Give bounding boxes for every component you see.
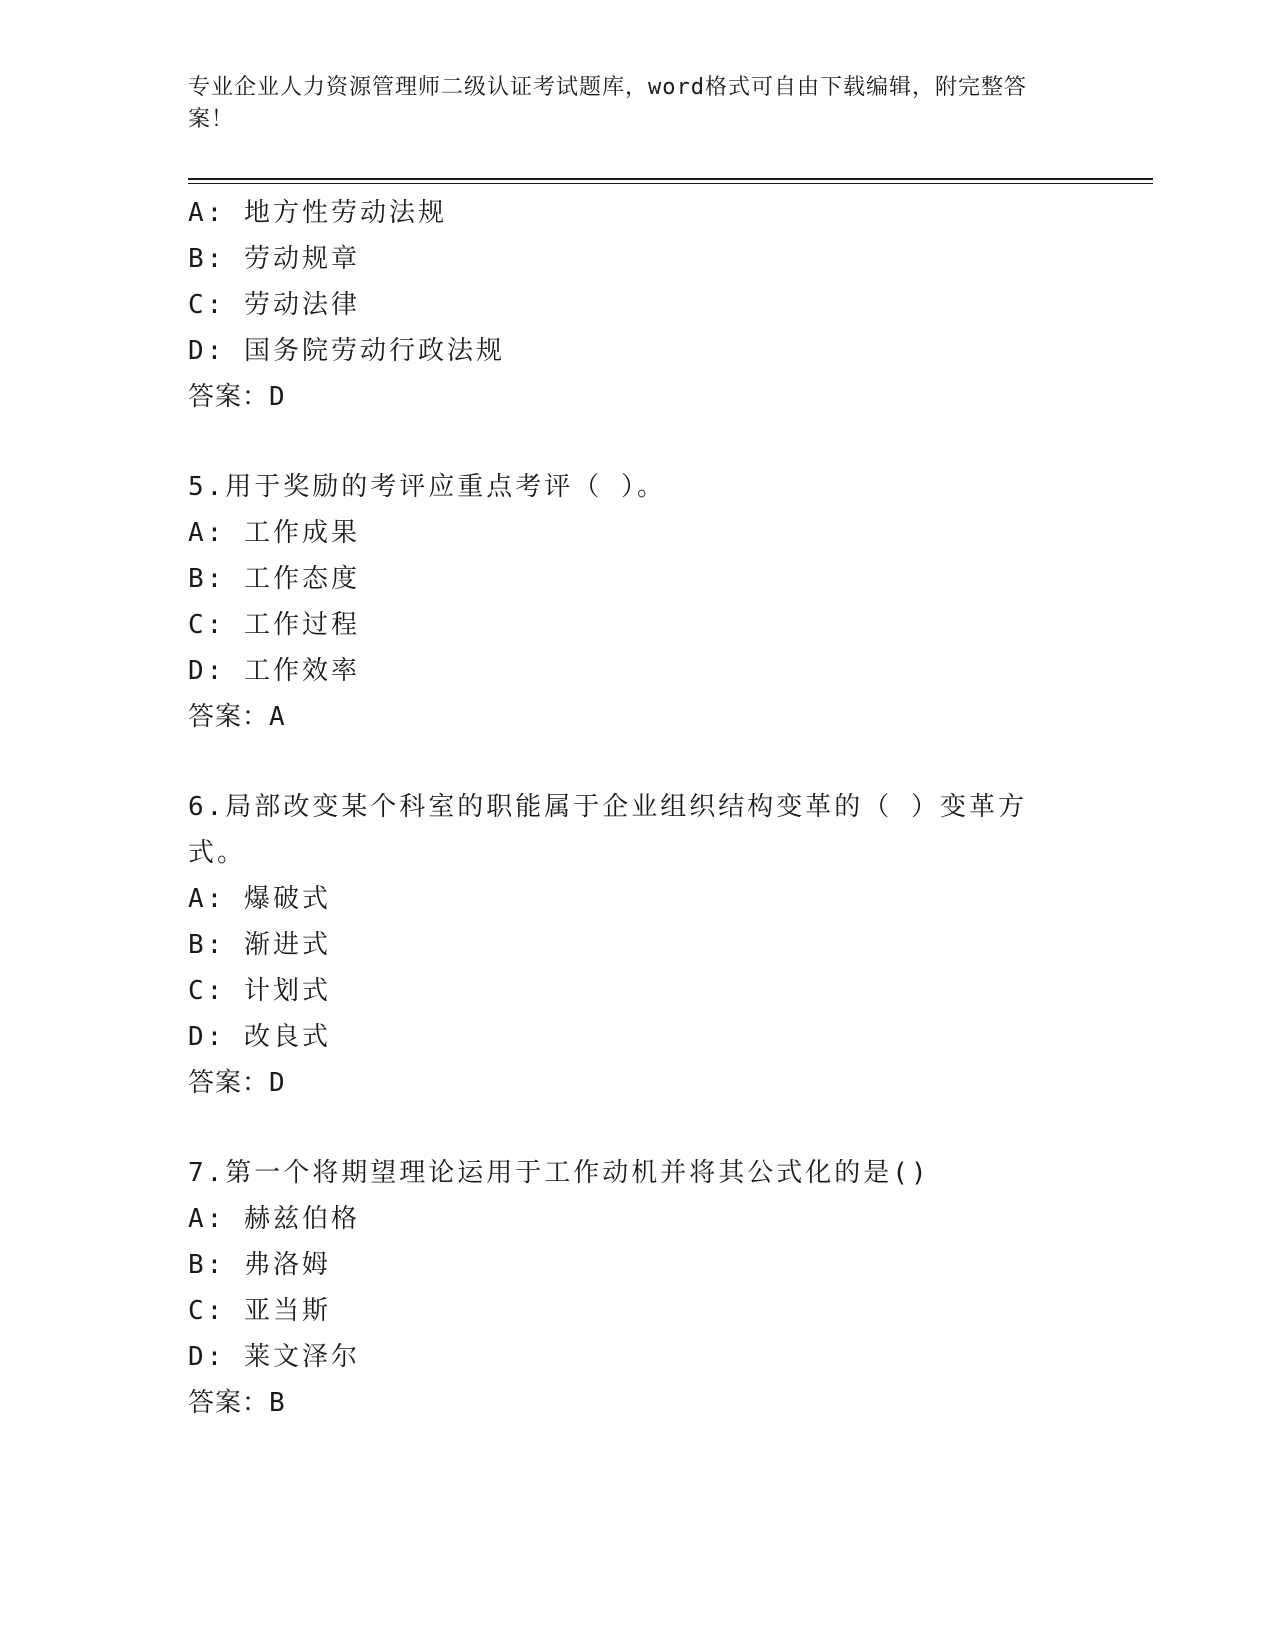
question-stem: 6.局部改变某个科室的职能属于企业组织结构变革的（ ）变革方式。	[188, 792, 1027, 868]
question-6	[188, 784, 1088, 1106]
answer-value: B	[269, 1388, 286, 1418]
option-d: D: 国务院劳动行政法规	[188, 336, 505, 366]
option-b: B: 渐进式	[188, 930, 331, 960]
question-7	[188, 1150, 1088, 1426]
option-b: B: 劳动规章	[188, 244, 360, 274]
question-stem: 7.第一个将期望理论运用于工作动机并将其公式化的是()	[188, 1158, 930, 1188]
header-rule-thick	[188, 178, 1153, 180]
question-4	[188, 190, 1088, 420]
answer-line	[188, 694, 1088, 740]
question-list	[188, 190, 1088, 1426]
option-d: D: 工作效率	[188, 656, 360, 686]
option-d: D: 改良式	[188, 1022, 331, 1052]
answer-label: 答案：	[188, 1388, 270, 1418]
option-c: C: 劳动法律	[188, 290, 360, 320]
question-5	[188, 464, 1088, 740]
option-c: C: 亚当斯	[188, 1296, 331, 1326]
option-c: C: 计划式	[188, 976, 331, 1006]
answer-value: A	[269, 702, 286, 732]
answer-value: D	[269, 1068, 286, 1098]
answer-label: 答案：	[188, 382, 270, 412]
option-a: A: 地方性劳动法规	[188, 198, 447, 228]
option-b: B: 弗洛姆	[188, 1250, 331, 1280]
answer-line	[188, 1060, 1088, 1106]
option-d: D: 莱文泽尔	[188, 1342, 360, 1372]
question-stem: 5.用于奖励的考评应重点考评（ ）。	[188, 472, 666, 502]
answer-label: 答案：	[188, 1068, 270, 1098]
header-rule-thin	[188, 183, 1153, 184]
document-header: 专业企业人力资源管理师二级认证考试题库，word格式可自由下载编辑，附完整答案！	[188, 75, 1027, 132]
answer-line	[188, 1380, 1088, 1426]
option-a: A: 赫兹伯格	[188, 1204, 360, 1234]
option-a: A: 工作成果	[188, 518, 360, 548]
option-a: A: 爆破式	[188, 884, 331, 914]
answer-label: 答案：	[188, 702, 270, 732]
option-c: C: 工作过程	[188, 610, 360, 640]
option-b: B: 工作态度	[188, 564, 360, 594]
answer-line	[188, 374, 1088, 420]
answer-value: D	[269, 382, 286, 412]
